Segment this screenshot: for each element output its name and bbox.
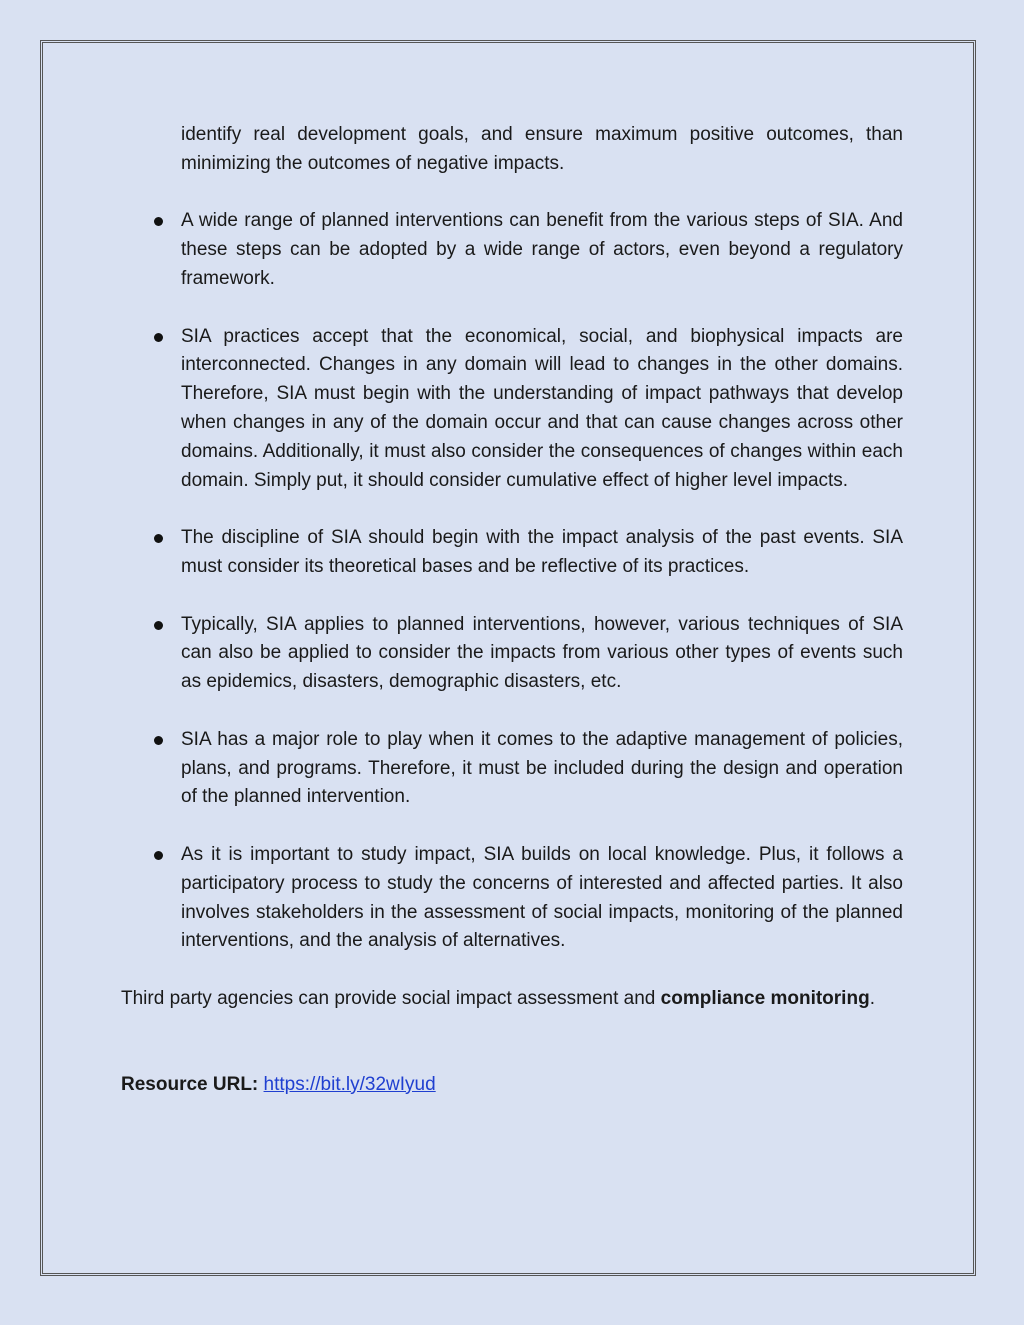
bullet-text: The discipline of SIA should begin with the impact analysis of the past events. SIA must consider its theoretical bases and be reflective of its practices. [181, 527, 903, 577]
resource-line [121, 1071, 903, 1100]
bullet-item [121, 611, 903, 697]
closing-end: . [869, 987, 875, 1009]
bullet-item [121, 323, 903, 496]
bullet-list [121, 207, 903, 956]
bullet-icon [154, 621, 163, 630]
bullet-icon [154, 851, 163, 860]
bullet-text: SIA has a major role to play when it comes to the adaptive management of policies, plans, and programs. Therefore, it must be included during the design and operation of the planned intervention. [181, 728, 903, 808]
bullet-icon [154, 534, 163, 543]
bullet-text: Typically, SIA applies to planned interventions, however, various techniques of SIA can also be applied to consider the impacts from various other types of events such as epidemics, disasters, demographic disasters, etc. [181, 613, 903, 693]
closing-paragraph [121, 985, 903, 1014]
closing-bold-text: compliance monitoring [660, 987, 870, 1009]
resource-label: Resource URL: [121, 1073, 259, 1095]
document-body [121, 121, 903, 1119]
bullet-icon [154, 736, 163, 745]
bullet-text: As it is important to study impact, SIA builds on local knowledge. Plus, it follows a participatory process to study the concerns of interested and affected parties. It also involves stakeholders in the assessment of social impacts, monitoring of the planned interventions, and the analysis of alternatives. [181, 843, 903, 952]
bullet-text: A wide range of planned interventions can benefit from the various steps of SIA. And these steps can be adopted by a wide range of actors, even beyond a regulatory framework. [181, 210, 903, 289]
bullet-text: SIA practices accept that the economical, social, and biophysical impacts are interconnected. Changes in any domain will lead to changes in the other domains. Therefore, SIA must begin with the understanding of impact pathways that develop when changes in any of the domain occur and that can cause changes across other domains. Additionally, it must also consider the consequences of changes within each domain. Simply put, it should consider cumulative effect of higher level impacts. [181, 325, 903, 491]
resource-link[interactable]: https://bit.ly/32wIyud [263, 1073, 436, 1095]
bullet-item [121, 524, 903, 582]
intro-continuation: identify real development goals, and ensure maximum positive outcomes, than minimizing the outcomes of negative impacts. [181, 124, 903, 174]
bullet-item [121, 841, 903, 956]
bullet-icon [154, 217, 163, 226]
closing-text: Third party agencies can provide social impact assessment and [121, 987, 661, 1009]
bullet-item [121, 726, 903, 812]
bullet-icon [154, 333, 163, 342]
bullet-item [121, 207, 903, 293]
